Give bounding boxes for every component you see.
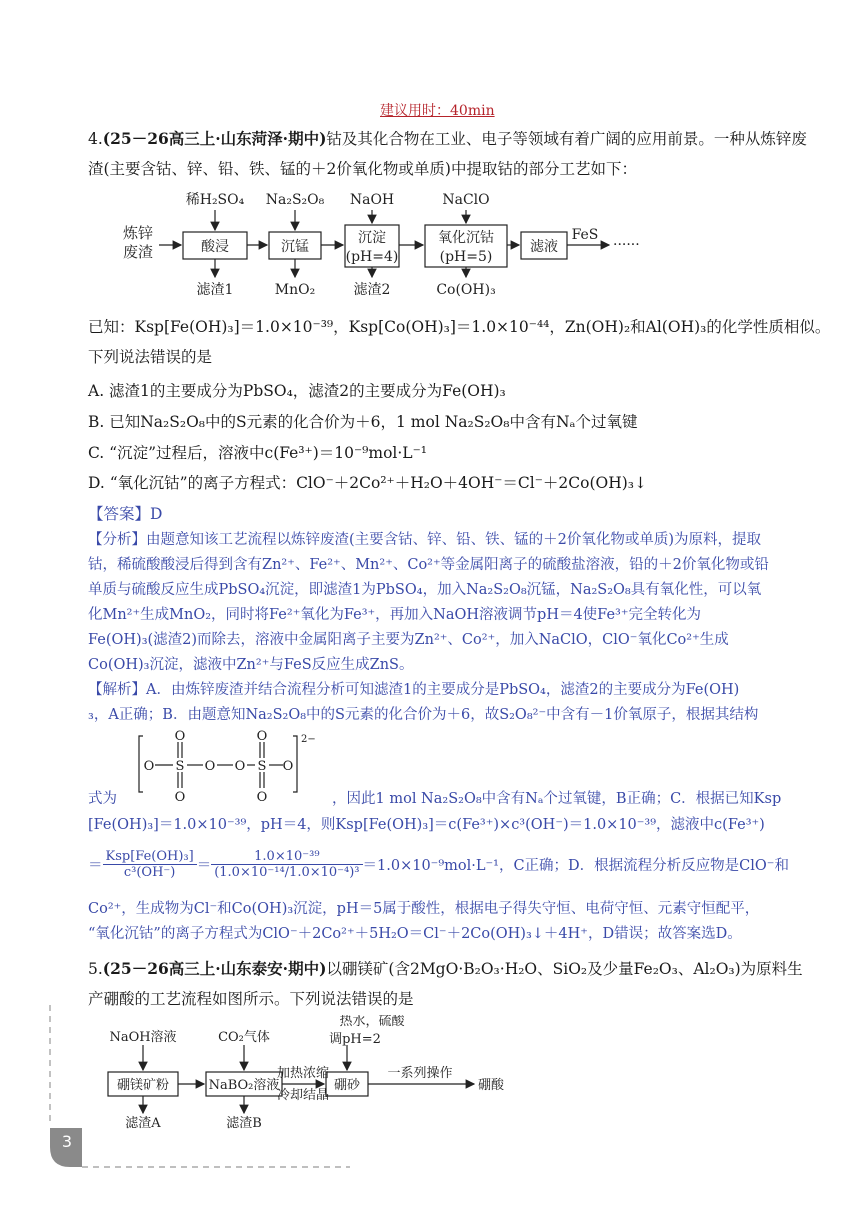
suggested-time: 建议用时：40min bbox=[380, 103, 495, 119]
q4-tail-label: FeS bbox=[571, 227, 599, 243]
q4-explain-tail-1: Co²⁺，生成物为Cl⁻和Co(OH)₃沉淀，pH＝5属于酸性，根据电子得失守恒、电荷守恒、元素守恒配平， bbox=[88, 901, 760, 917]
q5-arrow-series: 一系列操作 bbox=[387, 1066, 453, 1081]
q4-number: 4. bbox=[88, 130, 103, 148]
q4-output-1: 滤渣1 bbox=[196, 282, 234, 298]
q5-output-2: 滤渣B bbox=[226, 1116, 262, 1131]
struct-charge: 2− bbox=[301, 734, 316, 745]
q5-product: 硼酸 bbox=[478, 1078, 505, 1093]
q4-reagent-4: NaClO bbox=[442, 192, 490, 208]
struct-atom-o-bot2: O bbox=[256, 790, 268, 805]
q4-stem-line1 bbox=[88, 128, 807, 150]
q5-stem-line2: 产硼酸的工艺流程如图所示。下列说法错误的是 bbox=[88, 990, 414, 1008]
q4-source: (25－26高三上·山东菏泽·期中) bbox=[102, 129, 327, 148]
q4-step-label-4: 氧化沉钴 bbox=[438, 230, 494, 246]
struct-atom-s1: S bbox=[175, 759, 185, 774]
fraction-2 bbox=[211, 849, 362, 880]
q4-explain-1: 【解析】A．由炼锌废渣并结合流程分析可知滤渣1的主要成分是PbSO₄，滤渣2的主要成分为Fe(OH) bbox=[88, 682, 740, 698]
q4-analysis-4: 化Mn²⁺生成MnO₂，同时将Fe²⁺氧化为Fe³⁺，再加入NaOH溶液调节pH＝4使Fe³⁺完全转化为 bbox=[88, 607, 701, 623]
q4-tail-dots: ······ bbox=[613, 237, 640, 253]
q4-option-d: D. “氧化沉钴”的离子方程式：ClO⁻＋2Co²⁺＋H₂O＋4OH⁻＝Cl⁻＋2Co(OH)₃↓ bbox=[88, 474, 648, 492]
q4-fraction-line: ＝ $\frac{\text{Ksp[Fe(OH)₃]}}{\text{c³(OH⁻)}}$ ＝ $\frac{\text{1.0×10⁻³⁹}}{\text{(1.0×10⁻¹⁴/1.0×10⁻⁴)³}}$ ＝1.0×10⁻⁹mol·L⁻¹，C正确；D．根据流程分析反应物是ClO⁻和 bbox=[88, 848, 789, 880]
struct-atom-s2: S bbox=[257, 759, 267, 774]
q5-reagent-3: 热水，硫酸 bbox=[339, 1015, 405, 1029]
q4-output-2: MnO₂ bbox=[274, 282, 316, 298]
q4-start-2: 废渣 bbox=[123, 243, 154, 261]
q4-step-label-2: 沉锰 bbox=[281, 239, 309, 255]
struct-atom-o-bot1: O bbox=[174, 790, 186, 805]
q5-step-label-3: 硼砂 bbox=[333, 1078, 361, 1093]
q4-option-b: B. 已知Na₂S₂O₈中的S元素的化合价为＋6，1 mol Na₂S₂O₈中含有Nₐ个过氧键 bbox=[88, 413, 638, 431]
q4-stem-line2: 渣(主要含钴、锌、铅、铁、锰的＋2价氧化物或单质)中提取钴的部分工艺如下： bbox=[88, 160, 637, 178]
fraction-2-den: (1.0×10⁻¹⁴/1.0×10⁻⁴)³ bbox=[214, 864, 360, 880]
q4-answer: 【答案】D bbox=[88, 505, 163, 523]
fraction-2-num: 1.0×10⁻³⁹ bbox=[211, 849, 362, 865]
q4-analysis-5: Fe(OH)₃(滤渣2)而除去，溶液中金属阳离子主要为Zn²⁺、Co²⁺，加入NaClO，ClO⁻氧化Co²⁺生成 bbox=[88, 632, 729, 648]
fraction-1 bbox=[103, 849, 197, 880]
q4-step-label-1: 酸浸 bbox=[201, 239, 229, 255]
q4-known: 已知：Ksp[Fe(OH)₃]＝1.0×10⁻³⁹，Ksp[Co(OH)₃]＝1.0×10⁻⁴⁴，Zn(OH)₂和Al(OH)₃的化学性质相似。 bbox=[88, 318, 831, 336]
q5-stem-text: 以硼镁矿(含2MgO·B₂O₃·H₂O、SiO₂及少量Fe₂O₃、Al₂O₃)为原料生 bbox=[326, 960, 803, 978]
q4-flow-diagram bbox=[115, 185, 675, 305]
struct-atom-o1: O bbox=[143, 759, 155, 774]
q4-option-c: C. “沉淀”过程后，溶液中c(Fe³⁺)＝10⁻⁹mol·L⁻¹ bbox=[88, 444, 427, 462]
page-number: 3 bbox=[61, 1132, 73, 1151]
page-corner-decoration bbox=[0, 1005, 360, 1185]
q5-source: (25－26高三上·山东泰安·期中) bbox=[102, 959, 327, 978]
q4-explain-c1: [Fe(OH)₃]＝1.0×10⁻³⁹，pH＝4，则Ksp[Fe(OH)₃]＝c(Fe³⁺)×c³(OH⁻)＝1.0×10⁻³⁹，滤液中c(Fe³⁺) bbox=[88, 817, 765, 833]
struct-atom-o2: O bbox=[204, 759, 216, 774]
q4-struct-suffix: ，因此1 mol Na₂S₂O₈中含有Nₐ个过氧键，B正确；C．根据已知Ksp bbox=[332, 791, 782, 807]
q4-analysis-1: 【分析】由题意知该工艺流程以炼锌废渣(主要含钴、锌、铅、铁、锰的＋2价氧化物或单质)为原料，提取 bbox=[88, 532, 762, 548]
q5-number: 5. bbox=[88, 960, 103, 978]
q4-stem-text: 钴及其化合物在工业、电子等领域有着广阔的应用前景。一种从炼锌废 bbox=[326, 130, 807, 148]
q4-explain-2: ₃，A正确；B．由题意知Na₂S₂O₈中的S元素的化合价为＋6，故S₂O₈²⁻中含有－1价氧原子，根据其结构 bbox=[88, 707, 759, 723]
q4-analysis-3: 单质与硫酸反应生成PbSO₄沉淀，即滤渣1为PbSO₄，加入Na₂S₂O₈沉锰，Na₂S₂O₈具有氧化性，可以氧 bbox=[88, 582, 762, 598]
q4-struct-prefix: 式为 bbox=[88, 791, 117, 807]
q5-output-1: 滤渣A bbox=[125, 1116, 161, 1131]
q4-step-label-5: 滤液 bbox=[530, 239, 558, 255]
fraction-1-num: Ksp[Fe(OH)₃] bbox=[103, 849, 197, 865]
s2o8-structure bbox=[135, 728, 325, 808]
fraction-1-den: c³(OH⁻) bbox=[123, 864, 176, 880]
q4-start-1: 炼锌 bbox=[123, 224, 154, 242]
q4-output-4: Co(OH)₃ bbox=[436, 282, 496, 298]
q4-reagent-3: NaOH bbox=[349, 192, 395, 208]
struct-atom-o4: O bbox=[282, 759, 294, 774]
q4-step-label-3: 沉淀 bbox=[358, 230, 386, 246]
q4-ask: 下列说法错误的是 bbox=[88, 348, 213, 366]
q4-option-a: A. 滤渣1的主要成分为PbSO₄，滤渣2的主要成分为Fe(OH)₃ bbox=[88, 382, 506, 400]
q4-step-sub-4: (pH=5) bbox=[439, 249, 493, 265]
q4-step-sub-3: (pH=4) bbox=[345, 249, 399, 265]
q5-step-label-1: 硼镁矿粉 bbox=[116, 1078, 170, 1093]
struct-atom-o-top1: O bbox=[174, 729, 186, 744]
q5-reagent-1: NaOH溶液 bbox=[109, 1030, 177, 1045]
q4-explain-tail-2: “氧化沉钴”的离子方程式为ClO⁻＋2Co²⁺＋5H₂O＝Cl⁻＋2Co(OH)₃↓＋4H⁺，D错误；故答案选D。 bbox=[88, 926, 742, 942]
q4-output-3: 滤渣2 bbox=[353, 282, 391, 298]
q4-explain-c2: ＝1.0×10⁻⁹mol·L⁻¹，C正确；D．根据流程分析反应物是ClO⁻和 bbox=[362, 857, 789, 874]
q5-reagent-2: CO₂气体 bbox=[218, 1030, 270, 1045]
q4-reagent-1: 稀H₂SO₄ bbox=[185, 192, 245, 208]
q4-reagent-2: Na₂S₂O₈ bbox=[265, 192, 325, 208]
q5-reagent-4: 调pH=2 bbox=[329, 1032, 381, 1047]
q4-analysis-6: Co(OH)₃沉淀，滤液中Zn²⁺与FeS反应生成ZnS。 bbox=[88, 657, 414, 673]
struct-atom-o3: O bbox=[234, 759, 246, 774]
struct-atom-o-top2: O bbox=[256, 729, 268, 744]
q5-stem-line1 bbox=[88, 958, 803, 980]
q5-arrow-top: 加热浓缩 bbox=[276, 1066, 330, 1081]
q5-step-label-2: NaBO₂溶液 bbox=[208, 1078, 280, 1093]
q5-arrow-bottom: 冷却结晶 bbox=[276, 1088, 330, 1103]
q4-analysis-2: 钴，稀硫酸酸浸后得到含有Zn²⁺、Fe²⁺、Mn²⁺、Co²⁺等金属阳离子的硫酸盐溶液，铅的＋2价氧化物或铅 bbox=[88, 557, 769, 573]
